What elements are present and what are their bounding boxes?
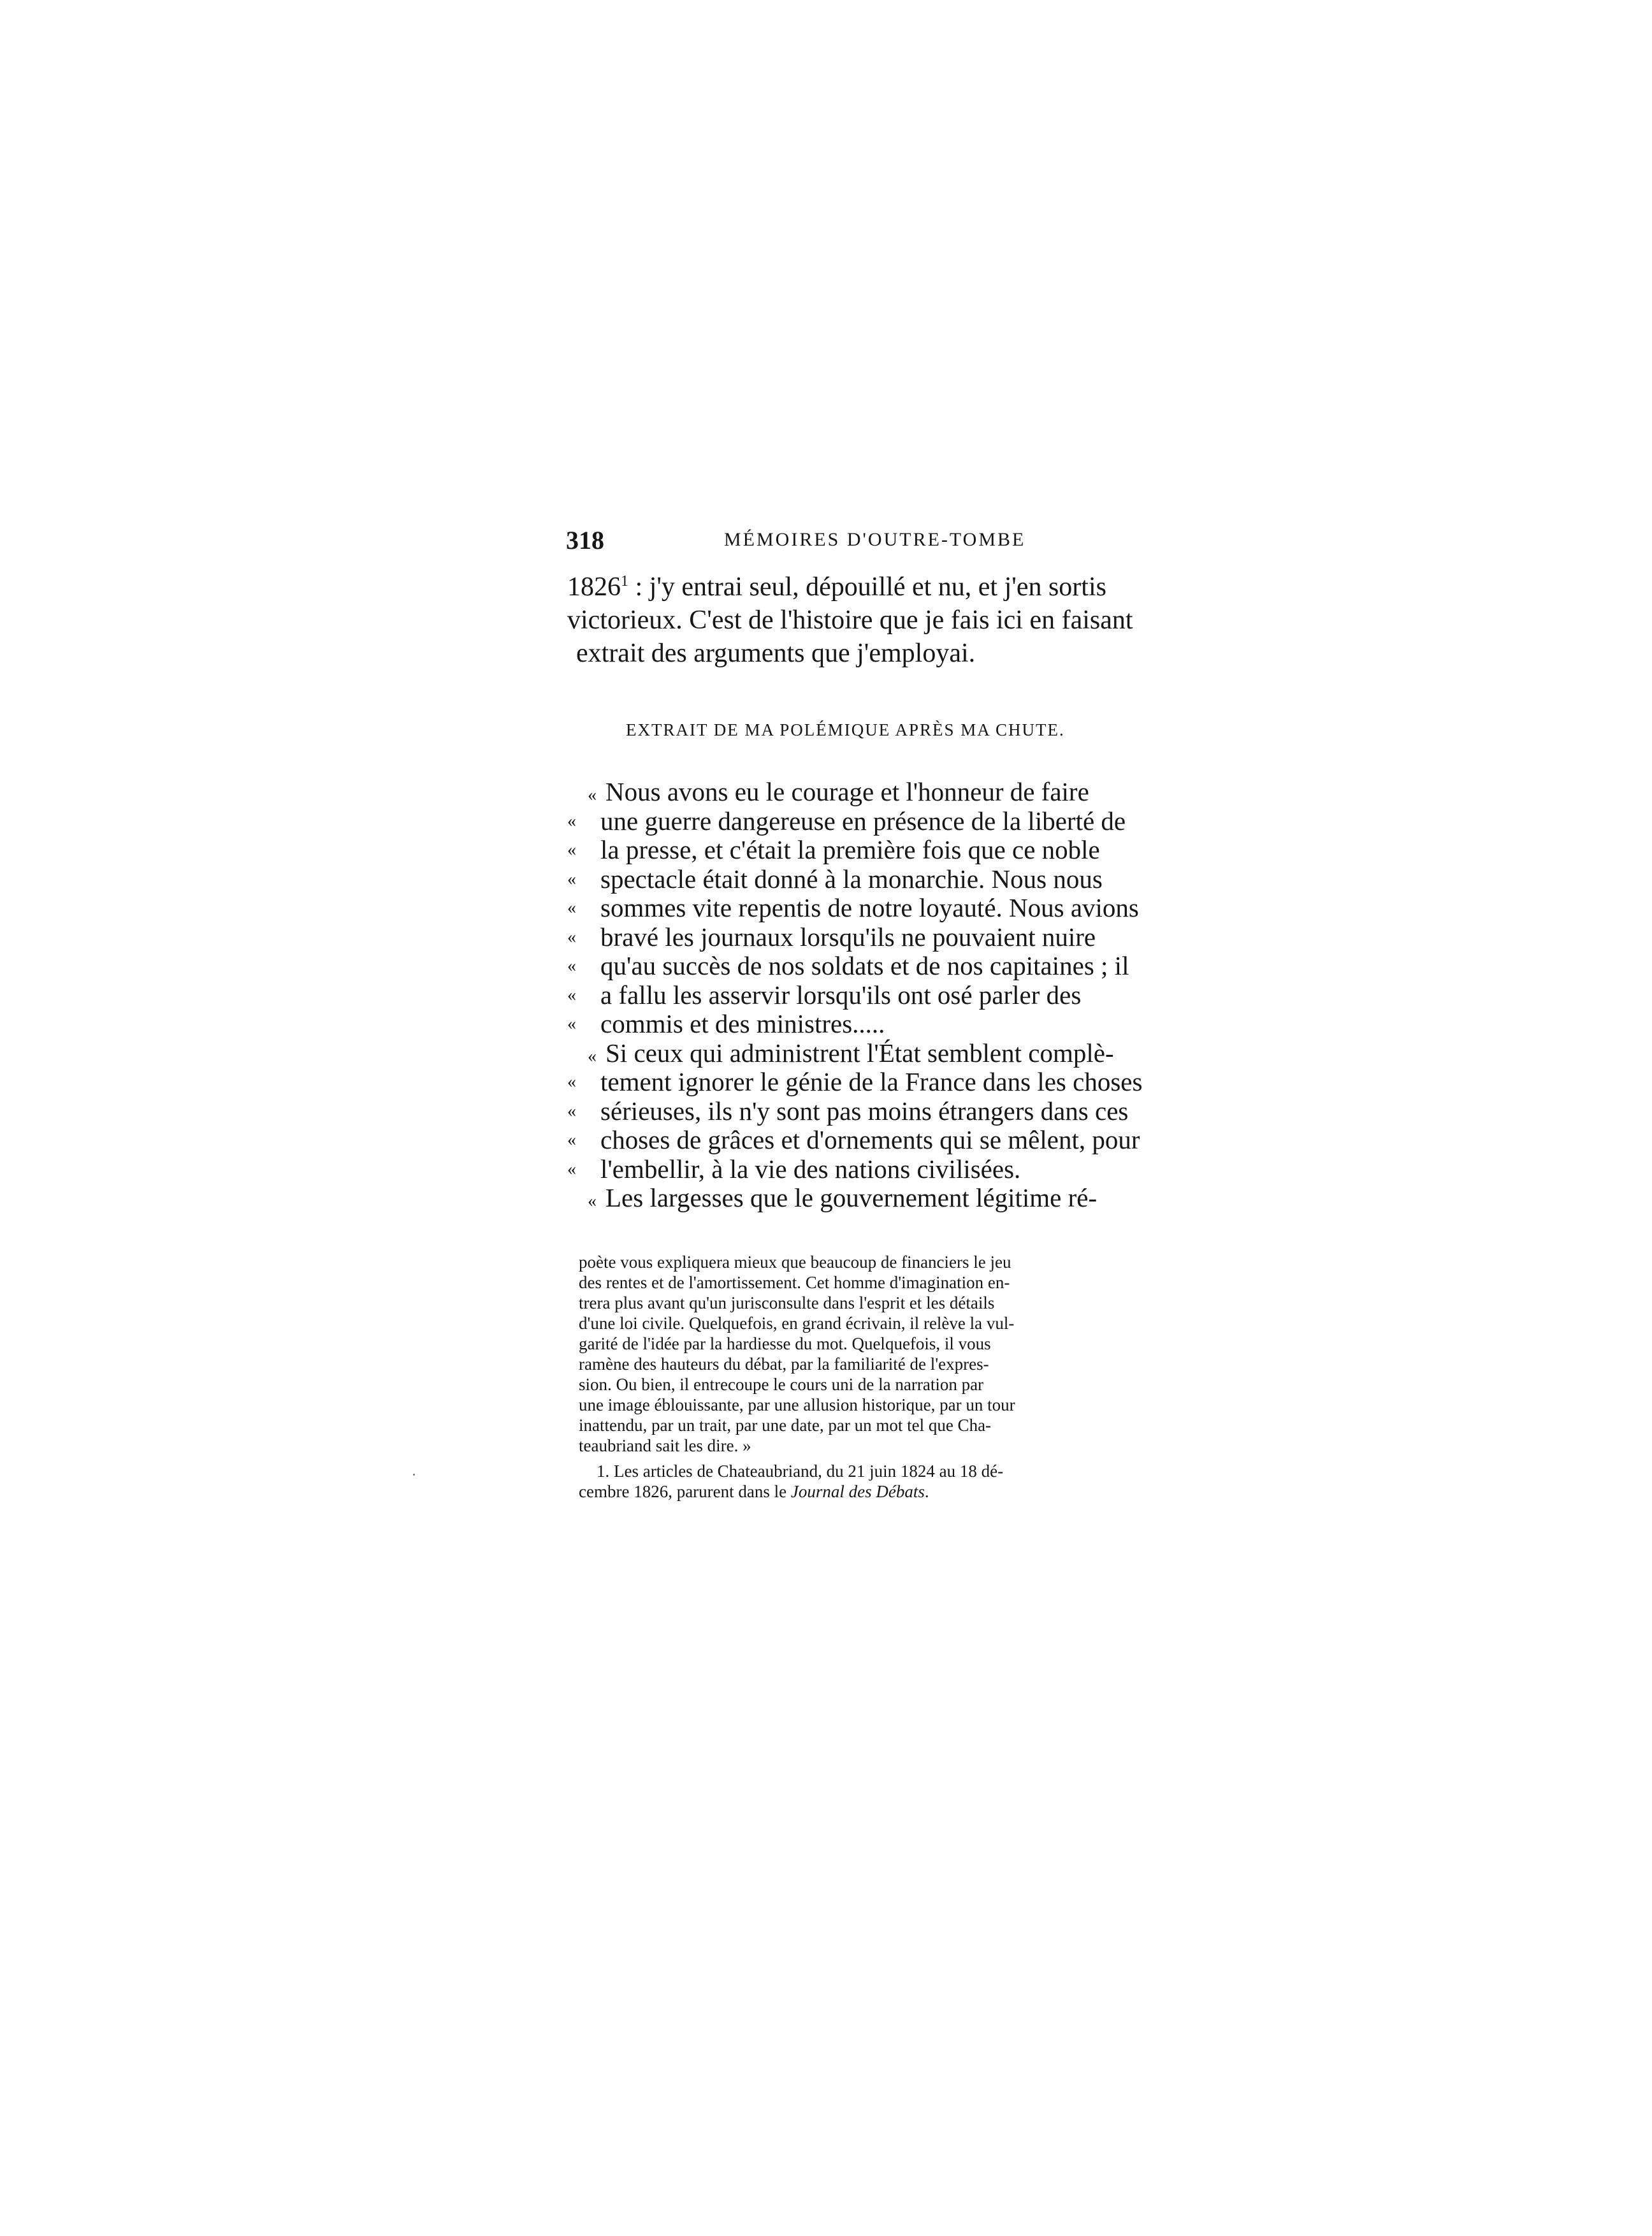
quote-mark: « <box>567 1159 576 1179</box>
note-line: teaubriand sait les dire. » <box>579 1436 751 1455</box>
quote-line-text: la presse, et c'était la première fois que ce noble <box>600 835 1100 864</box>
quote-line-text: bravé les journaux lorsqu'ils ne pouvaient nuire <box>600 922 1096 952</box>
note-line: ramène des hauteurs du débat, par la familiarité de l'expres- <box>579 1354 989 1374</box>
quote-mark: « <box>567 1101 576 1121</box>
note-line: sion. Ou bien, il entrecoupe le cours uni de la narration par <box>579 1375 984 1394</box>
continued-note <box>579 1252 1015 1456</box>
note-line: garité de l'idée par la hardiesse du mot. Quelquefois, il vous <box>579 1334 991 1353</box>
intro-line: victorieux. C'est de l'histoire que je fais ici en faisant <box>567 606 1133 635</box>
note-line: d'une loi civile. Quelquefois, en grand écrivain, il relève la vul- <box>579 1314 1015 1333</box>
quote-line-text: qu'au succès de nos soldats et de nos capitaines ; il <box>600 951 1129 980</box>
scan-speck <box>413 1474 415 1476</box>
note-line: des rentes et de l'amortissement. Cet homme d'imagination en- <box>579 1273 1010 1292</box>
running-title: MÉMOIRES D'OUTRE-TOMBE <box>724 529 1026 550</box>
quote-line-text: Si ceux qui administrent l'État semblent complè- <box>605 1038 1114 1068</box>
year-text: 1826 <box>567 572 621 602</box>
open-quote-mark: « <box>588 785 597 805</box>
quote-line-text: spectacle était donné à la monarchie. Nous nous <box>600 864 1103 894</box>
quote-line-text: choses de grâces et d'ornements qui se mêlent, pour <box>600 1125 1140 1154</box>
quote-line-text: Nous avons eu le courage et l'honneur de faire <box>605 777 1089 806</box>
quote-mark: « <box>567 927 576 947</box>
open-quote-mark: « <box>588 1046 597 1066</box>
quote-line-text: a fallu les asservir lorsqu'ils ont osé parler des <box>600 980 1082 1010</box>
footnote-line: 1. Les articles de Chateaubriand, du 21 juin 1824 au 18 dé- <box>597 1462 1004 1481</box>
intro-line <box>567 570 1133 604</box>
journal-title: Journal des Débats <box>790 1482 925 1501</box>
quote-mark: « <box>567 1072 576 1092</box>
quote-line-text: l'embellir, à la vie des nations civilisées. <box>600 1154 1021 1184</box>
quote-line-text: sérieuses, ils n'y sont pas moins étrangers dans ces <box>600 1096 1129 1126</box>
quote-line-text: commis et des ministres..... <box>600 1009 885 1038</box>
quote-mark: « <box>567 898 576 918</box>
footnote-1 <box>579 1461 1015 1502</box>
quote-line-text: une guerre dangereuse en présence de la liberté de <box>600 806 1126 836</box>
quote-mark: « <box>567 869 576 889</box>
note-line: poète vous expliquera mieux que beaucoup de financiers le jeu <box>579 1252 1011 1272</box>
quote-line-text: sommes vite repentis de notre loyauté. Nous avions <box>600 893 1139 922</box>
quote-line-text: Les largesses que le gouvernement légitime ré- <box>605 1183 1098 1212</box>
footnote-ref: 1 <box>621 573 628 590</box>
section-title: EXTRAIT DE MA POLÉMIQUE APRÈS MA CHUTE. <box>626 720 1065 739</box>
quote-mark: « <box>567 840 576 860</box>
footnotes <box>579 1252 1015 1502</box>
footnote-text-end: . <box>924 1482 929 1501</box>
open-quote-mark: « <box>588 1191 597 1211</box>
quote-mark: « <box>567 1130 576 1150</box>
note-line: inattendu, par un trait, par une date, par un mot tel que Cha- <box>579 1416 992 1435</box>
quote-line-text: tement ignorer le génie de la France dans les choses <box>600 1067 1143 1096</box>
quote-mark: « <box>567 985 576 1005</box>
note-line: une image éblouissante, par une allusion historique, par un tour <box>579 1395 1015 1414</box>
intro-line-text: : j'y entrai seul, dépouillé et nu, et j'en sortis <box>635 572 1106 602</box>
note-line: trera plus avant qu'un jurisconsulte dans l'esprit et les détails <box>579 1293 995 1312</box>
quote-mark: « <box>567 811 576 831</box>
quote-mark: « <box>567 1014 576 1034</box>
intro-paragraph <box>567 570 1133 670</box>
intro-line: extrait des arguments que j'employai. <box>576 639 976 668</box>
page-number: 318 <box>566 526 604 555</box>
footnote-text: cembre 1826, parurent dans le <box>579 1482 791 1501</box>
footnote-line <box>579 1481 1015 1502</box>
quote-mark: « <box>567 956 576 976</box>
